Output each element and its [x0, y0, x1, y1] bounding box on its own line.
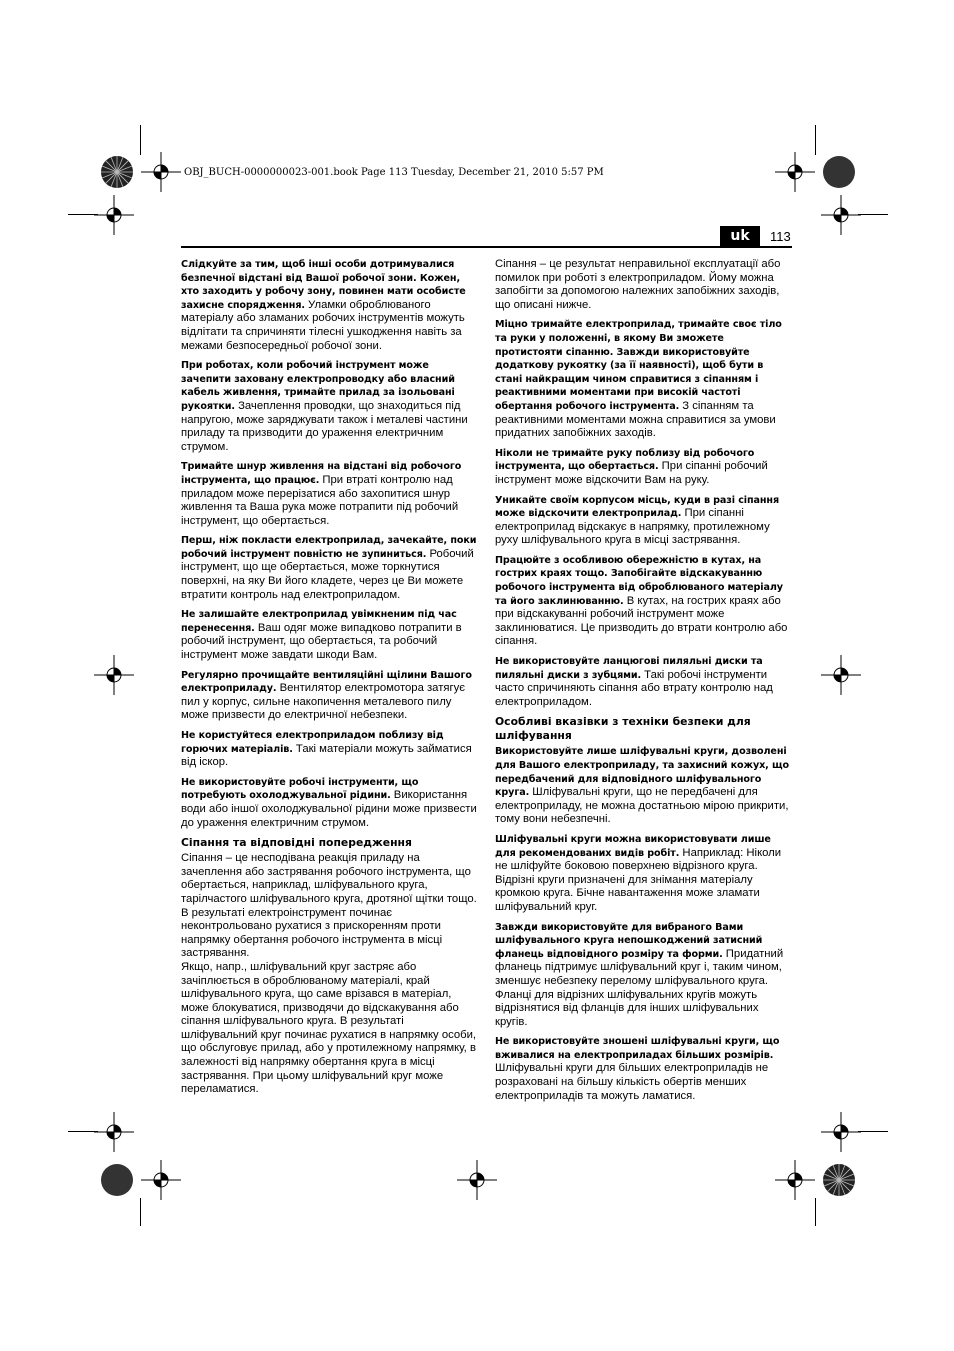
right-paragraph	[495, 1035, 791, 1103]
registration-crosshair-icon	[775, 152, 815, 192]
left-paragraph	[181, 258, 477, 353]
paragraph-body: Ваш одяг може випадково потрапити в робочий інструмент, що обертається, та робочий інструмент може завдати шкоди Вам.	[181, 621, 462, 662]
paragraph-body: Такі робочі інструменти часто спричиняють сіпання або втрату контролю над електроприладом.	[495, 668, 773, 708]
registration-crosshair-icon	[94, 655, 134, 695]
paragraph-lead: Завжди використовуйте для вибраного Вами шліфувального круга непошкоджений затисний фланець відповідного розміру та форми.	[495, 921, 763, 960]
crop-mark-line	[858, 214, 888, 215]
header-rule	[181, 246, 792, 248]
paragraph-lead: Не використовуйте робочі інструменти, що потребують охолоджувальної рідини.	[181, 776, 419, 802]
paragraph-lead: Не використовуйте зношені шліфувальні круги, що вживалися на електроприладах більших розмірів.	[495, 1036, 780, 1061]
paragraph-body: Наприклад: Ніколи не шліфуйте боковою поверхнею відрізного круга. Відрізні круги призначені для знімання матеріалу кромкою круга. Бічне навантаження може зламати шліфувальний круг.	[495, 846, 782, 913]
language-badge: uk	[720, 226, 760, 246]
kickback-example: Якщо, напр., шліфувальний круг застряє або зачіплюється в оброблюваному матеріалі, край шліфувального круга, що саме врізався в матеріал, може блокуватися, призводячи до відскакування або сіпання шліфувального круга. В результаті шліфувальний круг починає рухатися в напрямку особи, що обслуговує прилад, або у протилежному напрямку, в залежності від напрямку обертання круга в місці застрявання. При цьому шліфувальний круг може переламатися.	[181, 960, 477, 1096]
paragraph-lead: Регулярно прочищайте вентиляційні щілини Вашого електроприладу.	[181, 669, 472, 695]
kickback-definition: Сіпання – це несподівана реакція приладу на зачеплення або застрявання робочого інструмента, що обертається, наприклад, шліфувального круга, тарілчастого шліфувального круга, дротяної щітки тощо. В результаті електроінструмент починає неконтрольовано рухатися з прискоренням проти напрямку обертання робочого інструмента в місці застрявання.	[181, 852, 477, 960]
paragraph-body: При сіпанні електроприлад відскакує в напрямку, протилежному руху шліфувального круга в місці застрявання.	[495, 507, 770, 547]
paragraph-lead: Тримайте шнур живлення на відстані від робочого інструмента, що працює.	[181, 461, 462, 486]
registration-crosshair-icon	[821, 1112, 861, 1152]
registration-crosshair-icon	[141, 152, 181, 192]
paragraph-lead: Не використовуйте ланцюгові пиляльні диски та пиляльні диски з зубцями.	[495, 656, 763, 681]
color-rosette-icon	[822, 155, 856, 189]
left-paragraph	[181, 460, 477, 528]
right-paragraph	[495, 745, 791, 827]
paragraph-lead: При роботах, коли робочий інструмент може зачепити заховану електропроводку або власний кабель живлення, тримайте прилад за ізольовані рукоятки.	[181, 360, 455, 412]
paragraph-lead: Шліфувальні круги можна використовувати лише для рекомендованих видів робіт.	[495, 833, 771, 859]
registration-crosshair-icon	[775, 1160, 815, 1200]
registration-crosshair-icon	[457, 1160, 497, 1200]
registration-crosshair-icon	[94, 1112, 134, 1152]
paragraph-lead: Працюйте з особливою обережністю в кутах, на гострих краях тощо. Запобігайте відскакуванню робочого інструмента від оброблюваного матеріалу та його заклинюванню.	[495, 554, 783, 607]
section-heading-kickback: Сіпання та відповідні попередження	[181, 836, 412, 850]
right-paragraph	[495, 494, 791, 548]
paragraph-lead: Міцно тримайте електроприлад, тримайте своє тіло та руки у положенні, в якому Ви зможете протистояти сіпанню. Завжди використовуйте додаткову рукоятку (за її наявності), щоб бути в стані найкращим чином справитися з сіпанням і реактивними моментами при високій частоті обертання робочого інструмента.	[495, 319, 782, 412]
crop-mark-line	[140, 125, 141, 155]
paragraph-body: Робочий інструмент, що ще обертається, може торкнутися поверхні, на яку Ви його кладете, через це Ви можете втратити контроль над електроприладом.	[181, 547, 474, 601]
left-paragraph	[181, 608, 477, 662]
paragraph-lead: Використовуйте лише шліфувальні круги, дозволені для Вашого електроприладу, та захисний кожух, що передбачений для відповідного шліфувального круга.	[495, 746, 789, 799]
paragraph-body: При сіпанні робочий інструмент може відскочити Вам на руку.	[495, 460, 768, 486]
right-paragraph	[495, 318, 791, 440]
left-paragraph	[181, 359, 477, 454]
paragraph-body: Зачеплення проводки, що знаходиться під напругою, може заряджувати також і металеві частини приладу та призводити до ураження електричним струмом.	[181, 399, 468, 453]
left-paragraph	[181, 669, 477, 723]
page-number: 113	[770, 229, 791, 244]
paragraph-body: При втраті контролю над приладом може перерізатися або захопитися шнур живлення та Ваша рука може потрапити під робочий інструмент, що обертається.	[181, 473, 459, 527]
paragraph-body: Шліфувальні круги для більших електроприладів не розраховані на більшу кількість обертів менших електроприладів та можуть ламатися.	[495, 1062, 769, 1102]
paragraph-body: Уламки оброблюваного матеріалу або зламаних робочих інструментів можуть відлітати та спричиняти тілесні ушкодження навіть за межами безпосередньої робочої зони.	[181, 298, 465, 352]
color-rosette-icon	[100, 1163, 134, 1197]
color-rosette-icon	[100, 155, 134, 189]
color-rosette-icon	[822, 1163, 856, 1197]
left-paragraph	[181, 776, 477, 830]
left-paragraph	[181, 729, 477, 770]
paragraph-lead: Не залишайте електроприлад увімкненим під час перенесення.	[181, 609, 457, 634]
paragraph-body: В кутах, на гострих краях або при відскакуванні робочий інструмент може заклинюватися. Це призводить до втрати контролю або сіпання.	[495, 594, 788, 648]
right-paragraph	[495, 655, 791, 709]
paragraph-lead: Ніколи не тримайте руку поблизу від робочого інструмента, що обертається.	[495, 447, 755, 473]
kickback-intro: Сіпання – це результат неправильної експлуатації або помилок при роботі з електроприладом. Йому можна запобігти за допомогою належних запобіжних заходів, що описані нижче.	[495, 258, 781, 311]
paragraph-lead: Слідкуйте за тим, щоб інші особи дотримувалися безпечної відстані від Вашої робочої зони. Кожен, хто заходить у робочу зону, повинен мати особисте захисне спорядження.	[181, 259, 466, 311]
crop-mark-line	[815, 1198, 816, 1226]
paragraph-body: Шліфувальні круги, що не передбачені для електроприладу, не можна достатньою мірою прикрити, тому вони небезпечні.	[495, 786, 789, 826]
registration-crosshair-icon	[821, 195, 861, 235]
print-slug: OBJ_BUCH-0000000023-001.book Page 113 Tuesday, December 21, 2010 5:57 PM	[184, 167, 604, 178]
crop-mark-line	[140, 1198, 141, 1226]
paragraph-body: Придатний фланець підтримує шліфувальний круг і, таким чином, зменшує небезпеку перелому шліфувального круга. Фланці для відрізних шліфувальних кругів можуть відрізнятися від фланців для інших шліфувальних кругів.	[495, 947, 784, 1028]
crop-mark-line	[815, 125, 816, 155]
registration-crosshair-icon	[94, 195, 134, 235]
crop-mark-line	[68, 214, 98, 215]
right-paragraph	[495, 554, 791, 649]
paragraph-lead: Уникайте своїм корпусом місць, куди в разі сіпання може відскочити електроприлад.	[495, 494, 779, 520]
left-paragraph	[181, 534, 477, 602]
paragraph-body: З сіпанням та реактивними моментами можна справитися за умови придатних запобіжних заходів.	[495, 399, 776, 440]
registration-crosshair-icon	[141, 1160, 181, 1200]
crop-mark-line	[68, 1131, 98, 1132]
left-column	[181, 258, 477, 1097]
paragraph-body: Використання води або іншої охолоджувальної рідини може призвести до ураження електричним струмом.	[181, 789, 477, 829]
crop-mark-line	[858, 1131, 888, 1132]
right-paragraph	[495, 833, 791, 915]
registration-crosshair-icon	[821, 655, 861, 695]
paragraph-body: Вентилятор електромотора затягує пил у корпус, сильне накопичення металевого пилу може призвести до електричної небезпеки.	[181, 682, 466, 722]
paragraph-body: Такі матеріали можуть займатися від іскор.	[181, 742, 472, 769]
section-heading-grinding: Особливі вказівки з техніки безпеки для шліфування	[495, 715, 751, 743]
right-paragraph	[495, 447, 791, 488]
paragraph-lead: Не користуйтеся електроприладом поблизу від горючих матеріалів.	[181, 730, 444, 755]
right-column	[495, 258, 791, 1103]
right-paragraph	[495, 921, 791, 1030]
paragraph-lead: Перш, ніж покласти електроприлад, зачекайте, поки робочий інструмент повністю не зупиниться.	[181, 535, 477, 560]
